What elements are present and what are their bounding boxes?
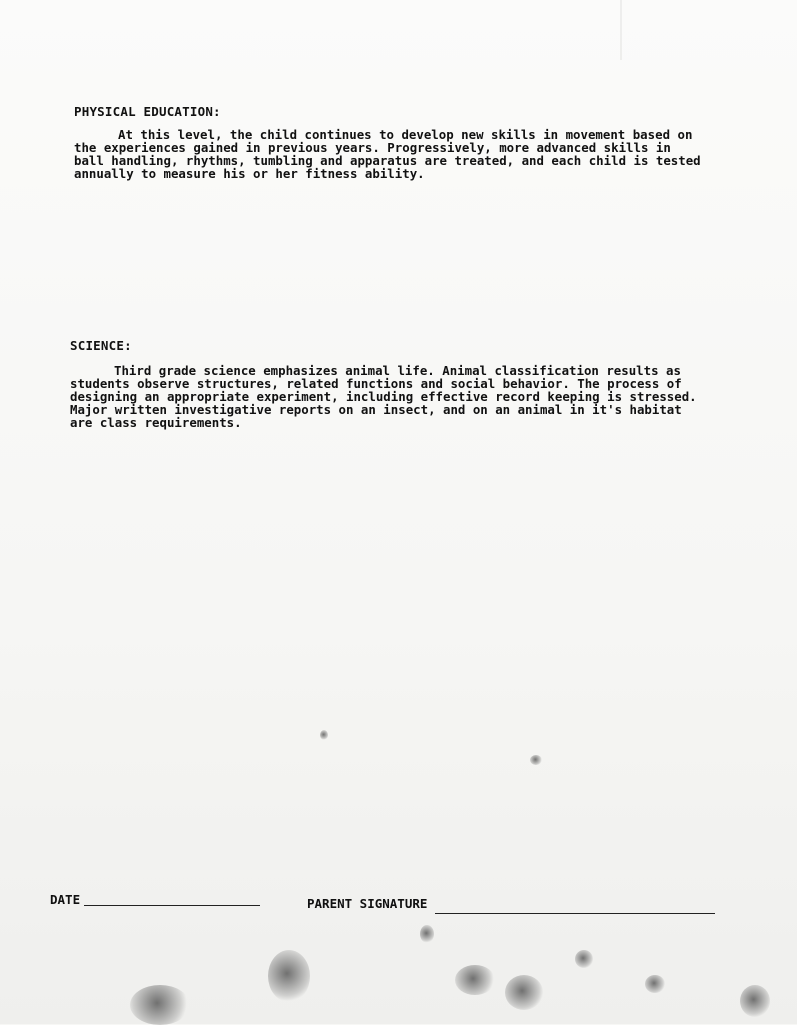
parent-signature-label: PARENT SIGNATURE <box>307 896 428 911</box>
paragraph-line: annually to measure his or her fitness ability. <box>74 166 425 181</box>
paragraph-line: Third grade science emphasizes animal life. Animal classification results as <box>114 363 681 378</box>
physical-education-heading: PHYSICAL EDUCATION: <box>74 104 221 119</box>
stain-mark <box>268 950 310 1002</box>
stain-mark <box>455 965 495 995</box>
paragraph-line: are class requirements. <box>70 415 242 430</box>
stain-mark <box>320 730 328 740</box>
science-paragraph <box>70 364 750 429</box>
stain-mark <box>645 975 665 993</box>
stain-mark <box>420 925 434 943</box>
stain-mark <box>575 950 593 968</box>
date-line[interactable] <box>84 905 260 906</box>
paragraph-line: designing an appropriate experiment, including effective record keeping is stressed. <box>70 389 697 404</box>
fold-mark <box>620 0 622 60</box>
stain-mark <box>505 975 543 1010</box>
physical-education-paragraph <box>74 128 754 180</box>
paragraph-line: students observe structures, related functions and social behavior. The process of <box>70 376 682 391</box>
paragraph-line: ball handling, rhythms, tumbling and apparatus are treated, and each child is tested <box>74 153 701 168</box>
stain-mark <box>530 755 542 765</box>
parent-signature-line[interactable] <box>435 913 715 914</box>
date-label: DATE <box>50 892 81 907</box>
paragraph-line: the experiences gained in previous years. Progressively, more advanced skills in <box>74 140 671 155</box>
science-heading: SCIENCE: <box>70 338 132 353</box>
paragraph-line: At this level, the child continues to develop new skills in movement based on <box>118 127 693 142</box>
stain-mark <box>130 985 190 1025</box>
stain-mark <box>740 985 770 1017</box>
paragraph-line: Major written investigative reports on an insect, and on an animal in it's habitat <box>70 402 682 417</box>
